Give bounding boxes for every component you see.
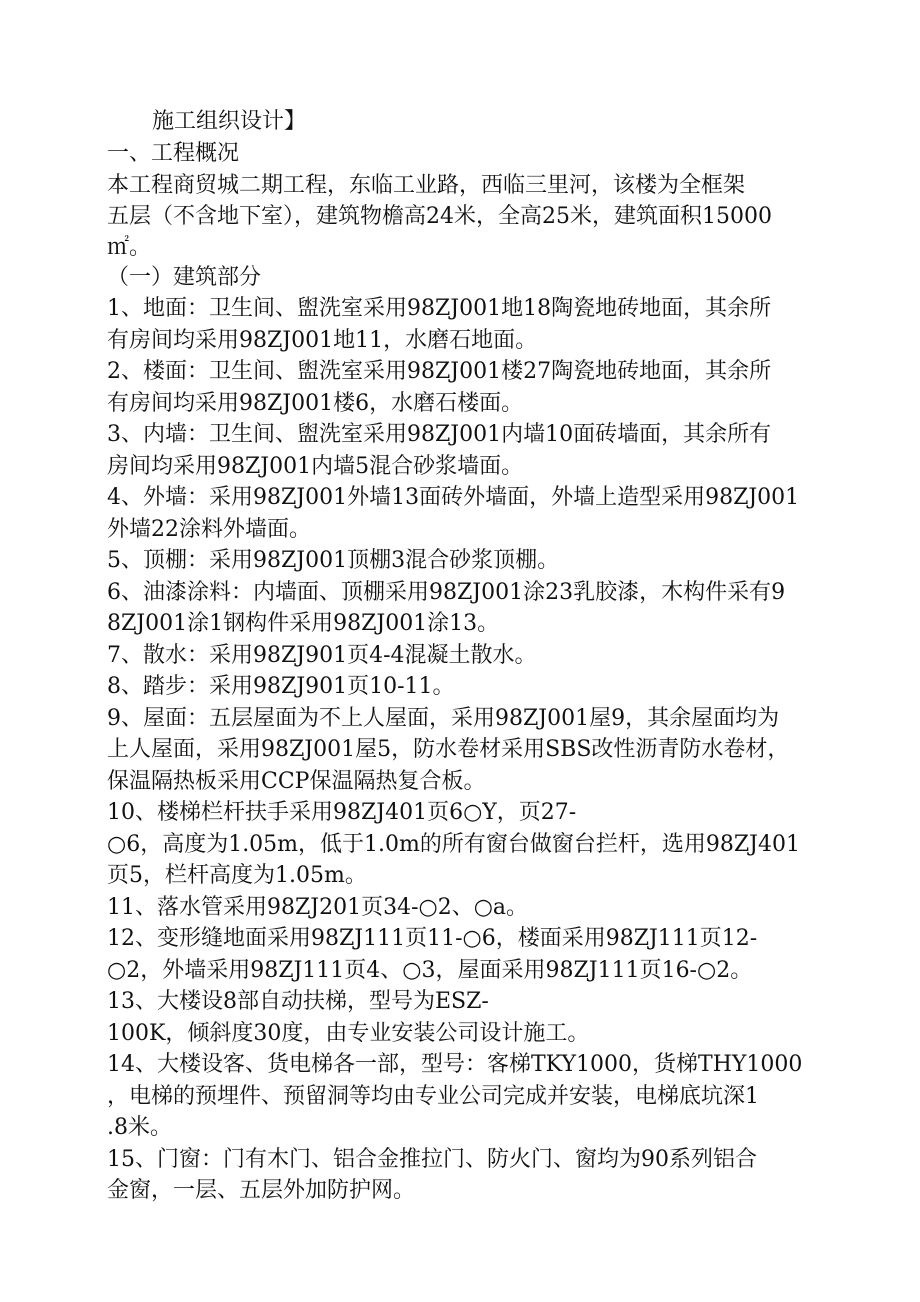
text-line: （一）建筑部分 [107, 265, 262, 290]
text-line: ○6，高度为1.05m，低于1.0m的所有窗台做窗台拦杆，选用98ZJ401 [107, 832, 800, 857]
text-line: 房间均采用98ZJ001内墙5混合砂浆墙面。 [107, 454, 524, 479]
text-line: 本工程商贸城二期工程，东临工业路，西临三里河，该楼为全框架 [107, 173, 746, 198]
text-line: 8、踏步：采用98ZJ901页10-11。 [107, 674, 455, 699]
text-line: 100K，倾斜度30度，由专业安装公司设计施工。 [107, 1021, 590, 1046]
text-line: 4、外墙：采用98ZJ001外墙13面砖外墙面，外墙上造型采用98ZJ001 [107, 485, 800, 510]
text-line: 15、门窗：门有木门、铝合金推拉门、防火门、窗均为90系列铝合 [107, 1147, 757, 1172]
text-line: 金窗，一层、五层外加防护网。 [107, 1178, 416, 1203]
text-line: 6、油漆涂料：内墙面、顶棚采用98ZJ001涂23乳胶漆，木构件采有9 [107, 580, 786, 605]
text-line: 7、散水：采用98ZJ901页4-4混凝土散水。 [107, 643, 537, 668]
text-line: .8米。 [107, 1115, 172, 1140]
text-line: 有房间均采用98ZJ001楼6，水磨石楼面。 [107, 391, 524, 416]
text-line: 外墙22涂料外墙面。 [107, 517, 311, 542]
text-line: 13、大楼设8部自动扶梯，型号为ESZ- [107, 989, 489, 1014]
text-line: 3、内墙：卫生间、盥洗室采用98ZJ001内墙10面砖墙面，其余所有 [107, 422, 772, 447]
text-line: 1、地面：卫生间、盥洗室采用98ZJ001地18陶瓷地砖地面，其余所 [107, 296, 772, 321]
text-line: 5、顶棚：采用98ZJ001顶棚3混合砂浆顶棚。 [107, 548, 560, 573]
text-line: 9、屋面：五层屋面为不上人屋面，采用98ZJ001屋9，其余屋面均为 [107, 706, 780, 731]
text-line: 一、工程概况 [107, 141, 240, 166]
text-line: 五层（不含地下室），建筑物檐高24米，全高25米，建筑面积15000 [107, 204, 772, 229]
text-line: 页5，栏杆高度为1.05m。 [107, 863, 367, 888]
text-line: 8ZJ001涂1钢构件采用98ZJ001涂13。 [107, 611, 500, 636]
text-line: 12、变形缝地面采用98ZJ111页11-○6，楼面采用98ZJ111页12- [107, 926, 758, 951]
text-line: 有房间均采用98ZJ001地11，水磨石地面。 [107, 328, 538, 353]
text-line: 10、楼梯栏杆扶手采用98ZJ401页6○Y，页27- [107, 800, 577, 825]
text-line: ○2，外墙采用98ZJ111页4、○3，屋面采用98ZJ111页16-○2。 [107, 958, 753, 983]
text-line: 14、大楼设客、货电梯各一部，型号：客梯TKY1000，货梯THY1000 [107, 1052, 803, 1077]
text-line: 2、楼面：卫生间、盥洗室采用98ZJ001楼27陶瓷地砖地面，其余所 [107, 359, 772, 384]
text-line: ㎡。 [107, 235, 152, 260]
text-line: 上人屋面，采用98ZJ001屋5，防水卷材采用SBS改性沥青防水卷材， [107, 737, 790, 762]
text-line: ，电梯的预埋件、预留洞等均由专业公司完成并安装，电梯底坑深1 [107, 1084, 759, 1109]
text-line: 保温隔热板采用CCP保温隔热复合板。 [107, 769, 486, 794]
text-line: 11、落水管采用98ZJ201页34-○2、○a。 [107, 895, 529, 920]
document-title: 施工组织设计】 [152, 109, 307, 134]
